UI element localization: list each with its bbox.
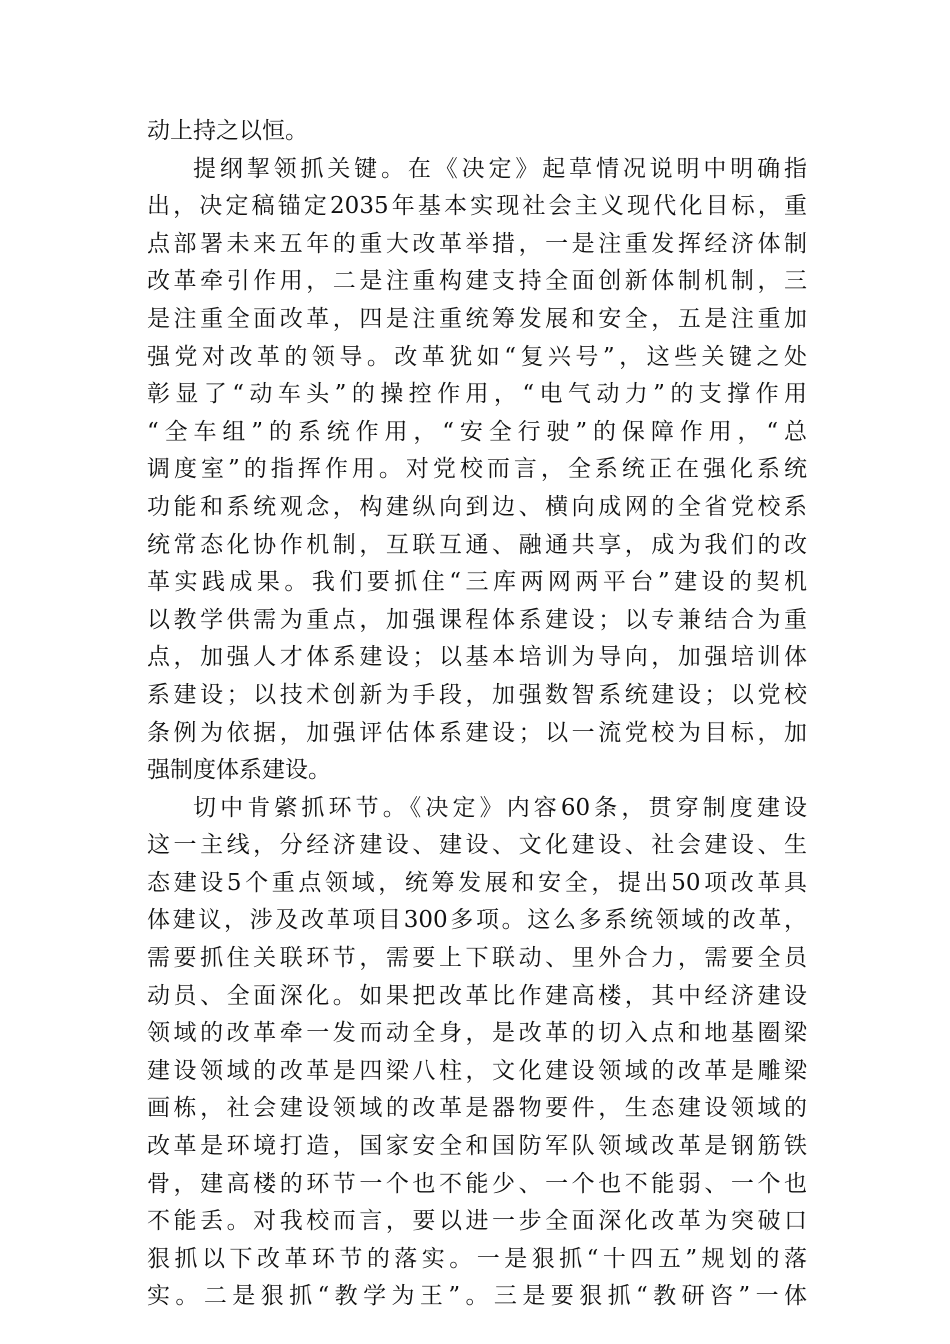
text-line: 不能丢。对我校而言，要以进一步全面深化改革为突破口 [147,1208,807,1235]
text-line: 这一主线，分经济建设、建设、文化建设、社会建设、生 [147,832,807,859]
text-line: 功能和系统观念，构建纵向到边、横向成网的全省党校系 [147,493,807,520]
text-line: 动上持之以恒。 [147,118,308,144]
text-line: 条例为依据，加强评估体系建设；以一流党校为目标，加 [147,719,807,746]
text-line: 动员、全面深化。如果把改革比作建高楼，其中经济建设 [147,982,807,1009]
paragraph-first-line: 切中肯綮抓环节。《决定》内容60条，贯穿制度建设 [193,794,807,821]
paragraph-first-line: 提纲挈领抓关键。在《决定》起草情况说明中明确指 [193,155,807,182]
text-line: 骨，建高楼的环节一个也不能少、一个也不能弱、一个也 [147,1170,807,1197]
text-line: 改革是环境打造，国家安全和国防军队领域改革是钢筋铁 [147,1133,807,1160]
text-line: 强党对改革的领导。改革犹如“复兴号”，这些关键之处 [147,343,807,370]
text-line: 是注重全面改革，四是注重统筹发展和安全，五是注重加 [147,305,807,332]
document-body [147,113,807,1316]
text-line: 态建设5个重点领域，统筹发展和安全，提出50项改革具 [147,869,807,896]
text-line: 需要抓住关联环节，需要上下联动、里外合力，需要全员 [147,945,807,972]
text-line: 革实践成果。我们要抓住“三库两网两平台”建设的契机 [147,569,807,596]
text-line: 点部署未来五年的重大改革举措，一是注重发挥经济体制 [147,230,807,257]
text-line: 画栋，社会建设领域的改革是器物要件，生态建设领域的 [147,1095,807,1122]
text-line: 以教学供需为重点，加强课程体系建设；以专兼结合为重 [147,606,807,633]
text-line: 领域的改革牵一发而动全身，是改革的切入点和地基圈梁 [147,1020,807,1047]
text-line: 实。二是狠抓“教学为王”。三是要狠抓“教研咨”一体 [147,1283,807,1310]
text-line: 统常态化协作机制，互联互通、融通共享，成为我们的改 [147,531,807,558]
text-line: 点，加强人才体系建设；以基本培训为导向，加强培训体 [147,644,807,671]
text-line: 改革牵引作用，二是注重构建支持全面创新体制机制，三 [147,268,807,295]
text-line: 调度室”的指挥作用。对党校而言，全系统正在强化系统 [147,456,807,483]
text-line: 彰显了“动车头”的操控作用，“电气动力”的支撑作用 [147,381,807,408]
text-line: “全车组”的系统作用，“安全行驶”的保障作用，“总 [147,418,807,445]
text-line: 系建设；以技术创新为手段，加强数智系统建设；以党校 [147,681,807,708]
text-line: 建设领域的改革是四梁八柱，文化建设领域的改革是雕梁 [147,1057,807,1084]
text-line: 狠抓以下改革环节的落实。一是狠抓“十四五”规划的落 [147,1245,807,1272]
text-line: 强制度体系建设。 [147,757,331,784]
text-line: 体建议，涉及改革项目300多项。这么多系统领域的改革， [147,907,807,934]
text-line: 出，决定稿锚定2035年基本实现社会主义现代化目标，重 [147,193,807,220]
